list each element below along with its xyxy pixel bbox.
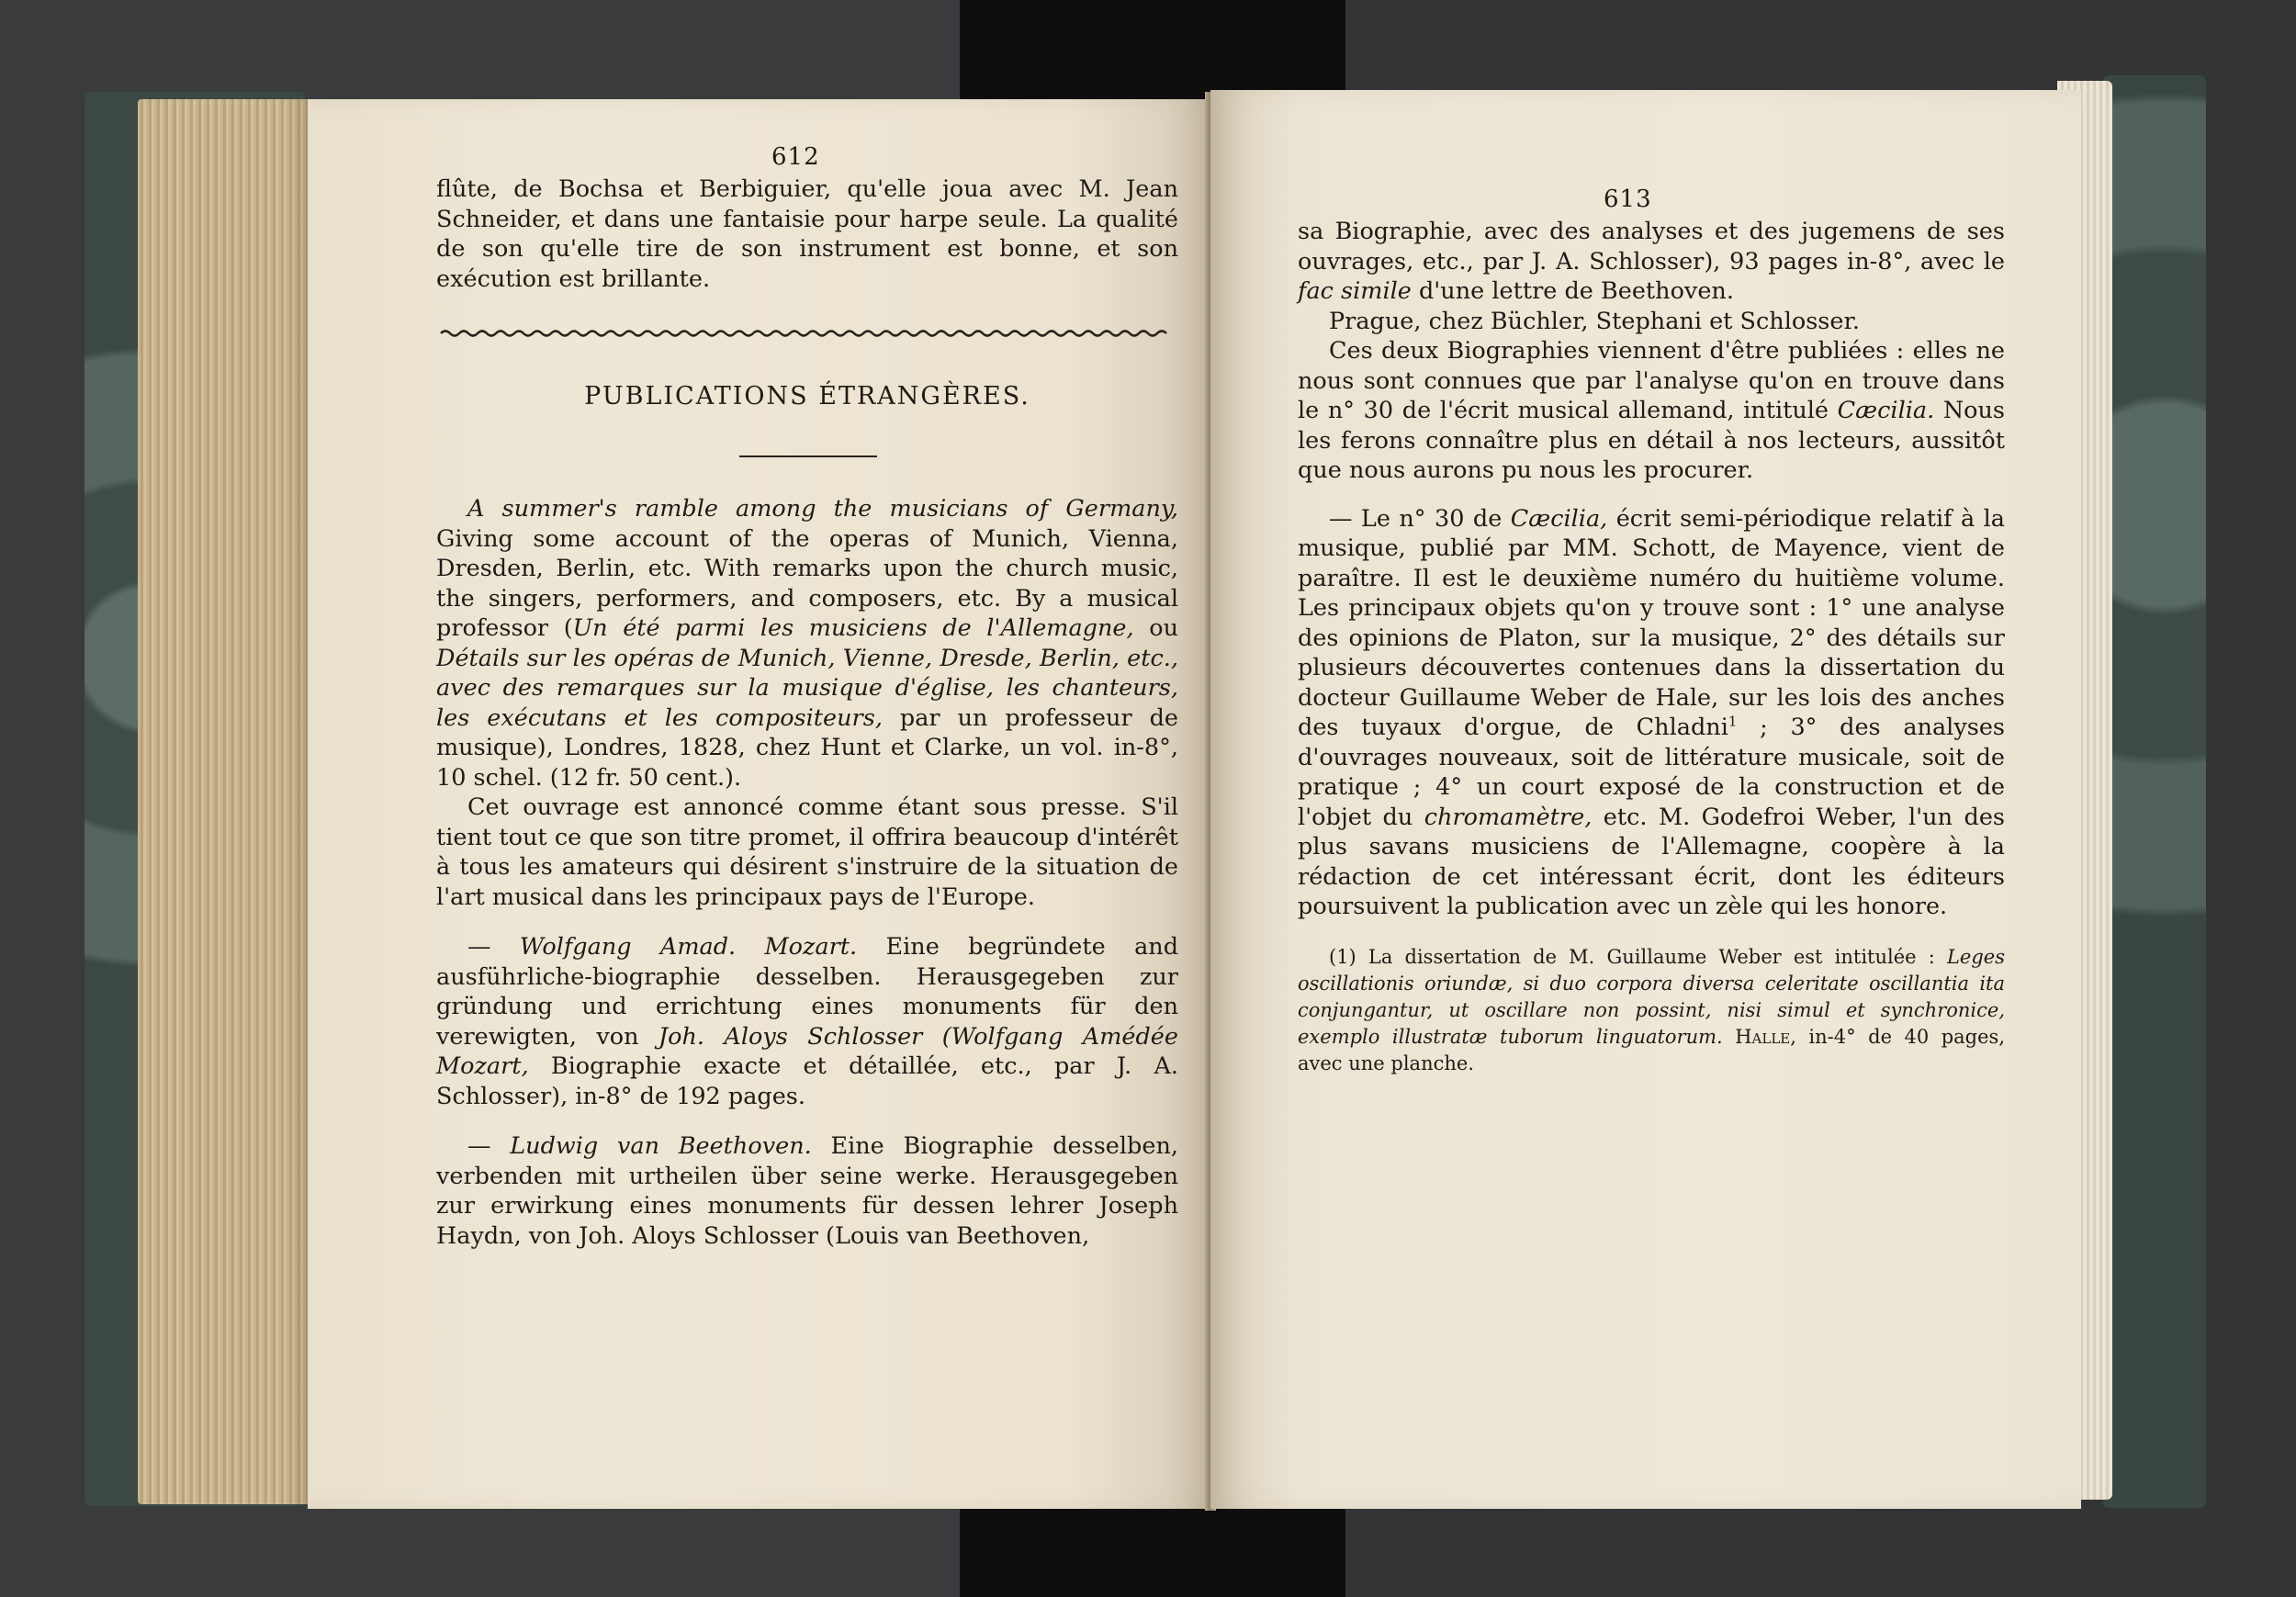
entry3-dash: — bbox=[467, 1132, 511, 1160]
entry3-text1: Eine Biographie desselben, verbenden mit urtheilen über seine werke. Herausgegeben zur erwirkung eines monuments für dessen lehrer Joseph Haydn, von Joh. Aloys Schlosser (Louis van Beethoven, bbox=[436, 1132, 1178, 1250]
entry1-french-title: Un été parmi les musiciens de l'Allemagne, bbox=[572, 614, 1134, 642]
paragraph-caecilia bbox=[1298, 504, 2005, 922]
wavy-rule bbox=[441, 329, 1166, 338]
left-page bbox=[308, 99, 1208, 1509]
para4-text-b: écrit semi-périodique relatif à la musique, publié par MM. Schott, de Mayence, vient de paraître. Il est le deuxième numéro du huitième volume. Les principaux objets qu'on y trouve sont : 1° une analyse des opinions de Platon, sur la musique, 2° des détails sur plusieurs découvertes contenues dans la dissertation du docteur Guillaume Weber de Hale, sur les lois des anches des tuyaux d'orgue, de Chladni bbox=[1298, 504, 2006, 741]
left-top-paragraph bbox=[436, 174, 1178, 294]
footnote-italic: Leges oscillationis oriundæ, si duo corpora diversa celeritate oscillantia ita conjungantur, ut oscillare non possint, nisi simul et synchronice, exemplo illustratæ tuborum linguatorum. bbox=[1298, 945, 2005, 1048]
paragraph-deux-biographies bbox=[1298, 336, 2005, 486]
page-number-left: 612 bbox=[771, 143, 820, 171]
entry-summer-ramble bbox=[436, 494, 1178, 793]
entry2-author: Joh. Aloys Schlosser (Wolfgang Amédée Mozart, bbox=[436, 1022, 1178, 1080]
para3-italic: Cæcilia. bbox=[1837, 397, 1935, 424]
page-number-right: 613 bbox=[1604, 186, 1652, 213]
footnote-text-b: , in-4° de 40 pages, avec une planche. bbox=[1298, 1025, 2005, 1074]
short-rule bbox=[739, 455, 877, 457]
entry-mozart bbox=[436, 932, 1178, 1111]
footnote-text-a: (1) La dissertation de M. Guillaume Weber est intitulée : bbox=[1329, 945, 1947, 968]
left-main-column bbox=[436, 494, 1178, 1251]
footnote bbox=[1298, 944, 2005, 1077]
entry2-title: Wolfgang Amad. Mozart. bbox=[519, 933, 858, 961]
entry1-text1: Giving some account of the operas of Munich, Vienna, Dresden, Berlin, etc. With remarks upon the church music, the singers, performers, and composers, etc. By a musical professor ( bbox=[436, 524, 1178, 642]
entry1-title: A summer's ramble among the musicians of Germany, bbox=[467, 495, 1178, 523]
para1-text-b: d'une lettre de Beethoven. bbox=[1411, 277, 1734, 305]
para1-text-a: sa Biographie, avec des analyses et des jugemens de ses ouvrages, etc., par J. A. Schlosser), 93 pages in-8°, avec le bbox=[1298, 218, 2005, 276]
footnote-marker: 1 bbox=[1728, 713, 1738, 730]
entry2-text1: Eine begründete and ausführliche-biographie desselben. Herausgegeben zur gründung und errichtung eines monuments für den verewigten, von bbox=[436, 933, 1179, 1051]
para4-italic: Cæcilia, bbox=[1510, 504, 1608, 533]
entry2-text2: Biographie exacte et détaillée, etc., par J. A. Schlosser), in-8° de 192 pages. bbox=[436, 1052, 1178, 1110]
para4-text-a: — Le n° 30 de bbox=[1329, 504, 1511, 533]
right-main-column bbox=[1298, 217, 2005, 1077]
entry1-text2: ou bbox=[1133, 614, 1179, 642]
footnote-city: Halle bbox=[1735, 1025, 1791, 1048]
book-cover-right bbox=[2103, 75, 2206, 1508]
paragraph-ouvrage: Cet ouvrage est annoncé comme étant sous presse. S'il tient tout ce que son titre promet, il offrira beaucoup d'intérêt à tous les amateurs qui désirent s'instruire de la situation de l'art musical dans les principaux pays de l'Europe. bbox=[436, 793, 1178, 911]
entry1-french-title2: Détails sur les opéras de Munich, Vienne, Dresde, Berlin, etc., avec des remarques sur la musique d'église, les chanteurs, les exécutans et les compositeurs, bbox=[436, 644, 1178, 732]
para4-italic2: chromamètre, bbox=[1424, 803, 1593, 831]
right-page bbox=[1210, 90, 2081, 1509]
entry1-text3: par un professeur de musique), Londres, 1828, chez Hunt et Clarke, un vol. in-8°, 10 schel. (12 fr. 50 cent.). bbox=[436, 703, 1179, 792]
para3-text-a: Ces deux Biographies viennent d'être publiées : elles ne nous sont connues que par l'analyse qu'on en trouve dans le n° 30 de l'écrit musical allemand, intitulé bbox=[1298, 337, 2005, 424]
para4-text-d: etc. M. Godefroi Weber, l'un des plus savans musiciens de l'Allemagne, coopère à la rédaction de cet intéressant écrit, dont les éditeurs poursuivent la publication avec un zèle qui les honore. bbox=[1298, 803, 2005, 920]
entry-beethoven bbox=[436, 1131, 1178, 1251]
paragraph-prague: Prague, chez Büchler, Stephani et Schlosser. bbox=[1329, 307, 1860, 335]
section-heading: PUBLICATIONS ÉTRANGÈRES. bbox=[584, 382, 1030, 410]
top-paragraph-text: flûte, de Bochsa et Berbiguier, qu'elle joua avec M. Jean Schneider, et dans une fantaisie pour harpe seule. La qualité de son qu'elle tire de son instrument est bonne, et son exécution est brillante. bbox=[436, 175, 1178, 293]
para1-italic: fac simile bbox=[1298, 277, 1412, 305]
page-edges-left bbox=[138, 99, 321, 1504]
entry3-title: Ludwig van Beethoven. bbox=[510, 1132, 812, 1160]
entry2-dash: — bbox=[467, 933, 520, 961]
paragraph-biographie bbox=[1298, 217, 2005, 307]
para3-text-b: Nous les ferons connaître plus en détail à nos lecteurs, aussitôt que nous aurons pu nous les procurer. bbox=[1298, 397, 2006, 484]
para4-text-c: ; 3° des analyses d'ouvrages nouveaux, soit de littérature musicale, soit de pratique ; 4° un court exposé de la construction et de l'objet du bbox=[1298, 714, 2005, 831]
